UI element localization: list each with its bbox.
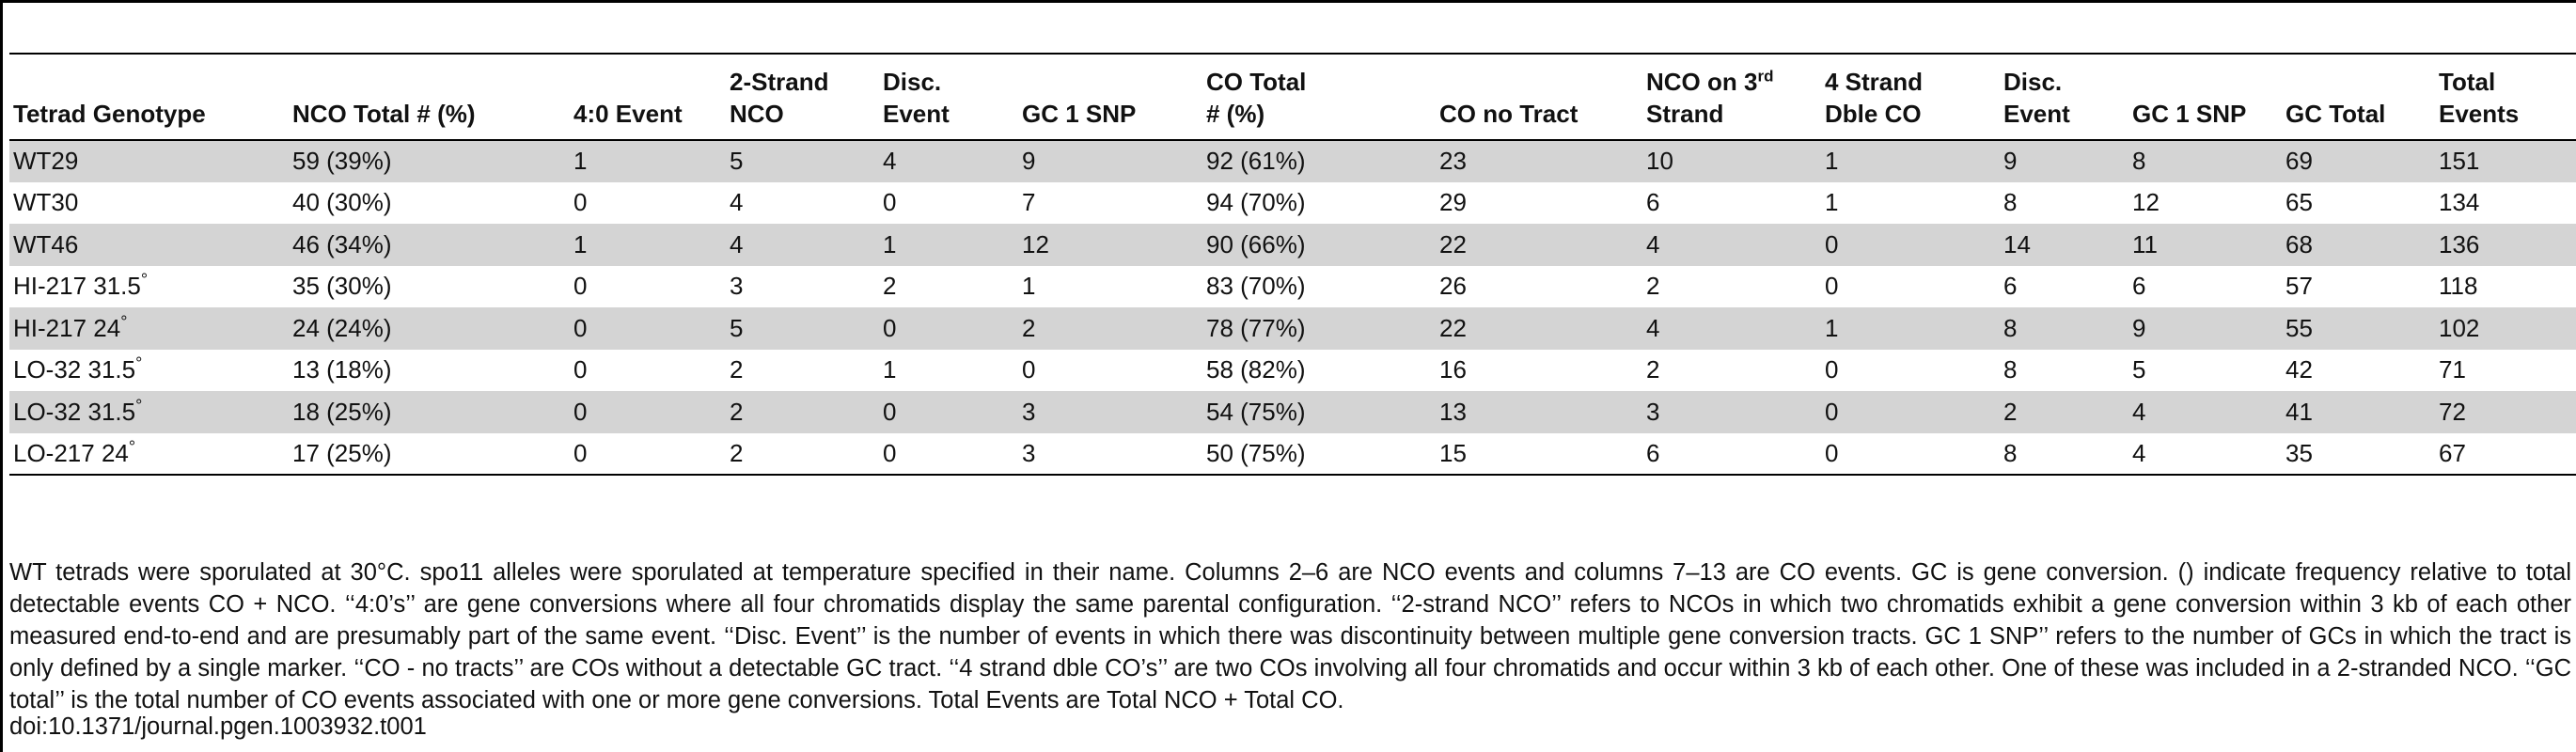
cell-value: 58 (82%): [1206, 355, 1306, 384]
cell-value: 65: [2285, 188, 2313, 217]
cell-value: 22: [1439, 229, 1467, 258]
cell-value: 4: [730, 188, 744, 217]
table-cell: [1018, 350, 1202, 392]
cell-value: 3: [1646, 397, 1660, 426]
cell-value: 11: [2132, 229, 2158, 258]
table-cell: [2282, 182, 2435, 225]
table-cell: [289, 266, 570, 308]
table-cell: [726, 307, 879, 350]
table-cell: [879, 140, 1018, 182]
table-cell: [2128, 266, 2282, 308]
cell-value: 5: [2132, 355, 2146, 384]
genotype-cell: [9, 350, 289, 392]
table-cell: [1821, 391, 2000, 433]
header-row: [9, 56, 2576, 140]
table-cell: [289, 307, 570, 350]
column-header-line: # (%): [1206, 100, 1265, 128]
cell-value: 35: [2285, 438, 2313, 467]
degree-symbol: °: [135, 353, 143, 373]
cell-value: 71: [2439, 355, 2466, 384]
cell-value: 5: [730, 147, 744, 176]
cell-value: 2: [2003, 397, 2018, 426]
table-cell: [1642, 433, 1821, 476]
cell-value: 136: [2439, 229, 2480, 258]
table-cell: [2000, 307, 2128, 350]
table-cell: [1018, 391, 1202, 433]
table-cell: [1642, 140, 1821, 182]
genotype-cell: [9, 391, 289, 433]
cell-value: LO-217 24: [13, 438, 129, 467]
table-cell: [2000, 140, 2128, 182]
table-cell: [1821, 350, 2000, 392]
table-cell: [2435, 433, 2576, 476]
cell-value: 59 (39%): [292, 147, 392, 176]
cell-value: 26: [1439, 272, 1467, 301]
cell-value: 0: [573, 397, 588, 426]
table-cell: [1018, 266, 1202, 308]
column-header-line: 4 Strand: [1825, 68, 1924, 96]
table-cell: [289, 224, 570, 266]
degree-symbol: °: [140, 270, 149, 290]
table-cell: [1821, 307, 2000, 350]
table-cell: [1202, 266, 1436, 308]
table-cell: [2128, 307, 2282, 350]
table-cell: [289, 391, 570, 433]
cell-value: 2: [883, 272, 897, 301]
cell-value: 8: [2003, 355, 2018, 384]
table-cell: [1202, 140, 1436, 182]
cell-value: 7: [1022, 188, 1036, 217]
table-cell: [1202, 224, 1436, 266]
table-cell: [1642, 266, 1821, 308]
table-cell: [726, 140, 879, 182]
table-body: [9, 140, 2576, 475]
cell-value: 78 (77%): [1206, 313, 1306, 342]
table-cell: [2128, 224, 2282, 266]
cell-value: 2: [1646, 355, 1660, 384]
table-cell: [2435, 350, 2576, 392]
cell-value: 2: [730, 438, 744, 467]
table-cell: [879, 182, 1018, 225]
column-header-line: NCO Total # (%): [292, 100, 476, 128]
cell-value: 94 (70%): [1206, 188, 1306, 217]
table-row: [9, 224, 2576, 266]
table-cell: [1436, 350, 1642, 392]
cell-value: 90 (66%): [1206, 229, 1306, 258]
table-cell: [570, 140, 726, 182]
column-header: [879, 56, 1018, 140]
doi-label: doi:10.1371/journal.pgen.1003932.t001: [9, 713, 427, 740]
table-cell: [879, 433, 1018, 476]
table-cell: [879, 391, 1018, 433]
table-cell: [2128, 140, 2282, 182]
cell-value: 0: [573, 313, 588, 342]
column-header: [2435, 56, 2576, 140]
table-cell: [2000, 182, 2128, 225]
table-cell: [2128, 182, 2282, 225]
table-cell: [2435, 224, 2576, 266]
cell-value: 72: [2439, 397, 2466, 426]
cell-value: 35 (30%): [292, 272, 392, 301]
cell-value: 23: [1439, 147, 1467, 176]
cell-value: 8: [2003, 438, 2018, 467]
table-cell: [1642, 224, 1821, 266]
table-cell: [726, 224, 879, 266]
column-header-line: Disc.: [883, 68, 942, 96]
column-header-line: Event: [883, 100, 950, 128]
cell-value: 67: [2439, 438, 2466, 467]
column-header-line: CO no Tract: [1439, 100, 1579, 128]
table-cell: [726, 266, 879, 308]
cell-value: 5: [730, 313, 744, 342]
table-cell: [570, 350, 726, 392]
table-cell: [2000, 224, 2128, 266]
cell-value: 13: [1439, 397, 1467, 426]
table-cell: [570, 307, 726, 350]
table-cell: [879, 350, 1018, 392]
cell-value: 92 (61%): [1206, 147, 1306, 176]
cell-value: 4: [1646, 313, 1660, 342]
column-header-line: Strand: [1646, 100, 1724, 128]
cell-value: 2: [730, 397, 744, 426]
column-header: [289, 56, 570, 140]
cell-value: 3: [1022, 438, 1036, 467]
cell-value: 54 (75%): [1206, 397, 1306, 426]
cell-value: HI-217 31.5: [13, 272, 141, 301]
cell-value: 118: [2439, 272, 2478, 301]
table-cell: [2128, 433, 2282, 476]
cell-value: 83 (70%): [1206, 272, 1306, 301]
table-row: [9, 140, 2576, 182]
table-cell: [1436, 307, 1642, 350]
cell-value: 12: [1022, 229, 1049, 258]
cell-value: HI-217 24: [13, 313, 121, 342]
table-row: [9, 433, 2576, 476]
table-cell: [570, 224, 726, 266]
cell-value: 68: [2285, 229, 2313, 258]
column-header-line: Events: [2439, 100, 2520, 128]
cell-value: 151: [2439, 147, 2480, 176]
table-cell: [1436, 391, 1642, 433]
cell-value: 69: [2285, 147, 2313, 176]
cell-value: 2: [1646, 272, 1660, 301]
cell-value: 24 (24%): [292, 313, 392, 342]
table-cell: [2000, 350, 2128, 392]
table-cell: [2282, 350, 2435, 392]
cell-value: LO-32 31.5: [13, 355, 136, 384]
column-header: [2000, 56, 2128, 140]
cell-value: 29: [1439, 188, 1467, 217]
cell-value: 2: [1022, 313, 1036, 342]
table-cell: [289, 350, 570, 392]
table-cell: [1018, 182, 1202, 225]
cell-value: 102: [2439, 313, 2480, 342]
table-cell: [1018, 433, 1202, 476]
table-cell: [1202, 391, 1436, 433]
cell-value: 4: [1646, 229, 1660, 258]
cell-value: 1: [573, 229, 588, 258]
cell-value: 1: [573, 147, 588, 176]
table-cell: [879, 307, 1018, 350]
table-left-border: [0, 0, 3, 752]
column-header-line: Tetrad Genotype: [13, 100, 206, 128]
cell-value: 57: [2285, 272, 2313, 301]
cell-value: 3: [730, 272, 744, 301]
table-footnote: WT tetrads were sporulated at 30°C. spo11 alleles were sporulated at temperature specified in their name. Columns 2–6 are NCO events and columns 7–13 are CO events. GC is gene conversion. () indicate frequency relative to total detectable events CO + NCO. ‘‘4:0’s’’ are gene conversions where all four chromatids display the same parental configuration. ‘‘2-strand NCO’’ refers to NCOs in which two chromatids exhibit a gene conversion within 3 kb of each other measured end-to-end and are presumably part of the same event. ‘‘Disc. Event’’ is the number of events in which there was discontinuity between multiple gene conversion tracts. GC 1 SNP’’ refers to the number of GCs in which the tract is only defined by a single marker. ‘‘CO - no tracts’’ are COs without a detectable GC tract. ‘‘4 strand dble CO’s’’ are two COs involving all four chromatids and occur within 3 kb of each other. One of these was included in a 2-stranded NCO. ‘‘GC total’’ is the total number of CO events associated with one or more gene conversions. Total Events are Total NCO + Total CO.: [9, 559, 2571, 713]
table-cell: [1018, 307, 1202, 350]
column-header-line: GC Total: [2285, 100, 2386, 128]
table-cell: [1821, 224, 2000, 266]
table-cell: [879, 224, 1018, 266]
table-header: [9, 56, 2576, 140]
table-cell: [2282, 266, 2435, 308]
cell-value: 0: [883, 313, 897, 342]
cell-value: 13 (18%): [292, 355, 392, 384]
cell-value: 0: [1825, 229, 1839, 258]
table-cell: [1436, 140, 1642, 182]
cell-value: 6: [1646, 438, 1660, 467]
table-row: [9, 307, 2576, 350]
genotype-cell: [9, 140, 289, 182]
column-header: [1642, 56, 1821, 140]
table-cell: [1436, 182, 1642, 225]
table-cell: [1202, 182, 1436, 225]
table-cell: [2000, 433, 2128, 476]
cell-value: 0: [573, 188, 588, 217]
column-header-line: GC 1 SNP: [1022, 100, 1137, 128]
cell-value: 9: [2003, 147, 2018, 176]
column-header: [726, 56, 879, 140]
cell-value: 6: [1646, 188, 1660, 217]
column-header: [9, 56, 289, 140]
table-cell: [2435, 307, 2576, 350]
table-cell: [2000, 266, 2128, 308]
table-cell: [2282, 307, 2435, 350]
table-row: [9, 266, 2576, 308]
table-cell: [1202, 433, 1436, 476]
genotype-cell: [9, 182, 289, 225]
cell-value: 12: [2132, 188, 2160, 217]
table-cell: [2282, 224, 2435, 266]
table-cell: [1821, 433, 2000, 476]
cell-value: 0: [1825, 397, 1839, 426]
cell-value: 4: [883, 147, 897, 176]
genotype-cell: [9, 266, 289, 308]
cell-value: 46 (34%): [292, 229, 392, 258]
table-cell: [726, 391, 879, 433]
cell-value: 50 (75%): [1206, 438, 1306, 467]
cell-value: 9: [1022, 147, 1036, 176]
table-cell: [1642, 182, 1821, 225]
table-cell: [2128, 350, 2282, 392]
caption-separator: [9, 53, 2576, 55]
table-cell: [726, 350, 879, 392]
column-header-line: CO Total: [1206, 68, 1307, 96]
cell-value: LO-32 31.5: [13, 397, 136, 426]
table-cell: [570, 266, 726, 308]
cell-value: 6: [2132, 272, 2146, 301]
column-header-line: NCO on 3rd: [1646, 67, 1774, 96]
table-cell: [289, 140, 570, 182]
cell-value: 8: [2003, 188, 2018, 217]
table-cell: [1018, 224, 1202, 266]
cell-value: WT46: [13, 229, 79, 258]
table-cell: [2435, 182, 2576, 225]
table-cell: [2282, 140, 2435, 182]
degree-symbol: °: [120, 312, 128, 332]
column-header: [1018, 56, 1202, 140]
cell-value: 16: [1439, 355, 1467, 384]
column-header-line: Event: [2003, 100, 2070, 128]
table-cell: [1642, 307, 1821, 350]
table-cell: [1642, 391, 1821, 433]
cell-value: 4: [2132, 397, 2146, 426]
table-cell: [2282, 433, 2435, 476]
cell-value: 0: [1825, 438, 1839, 467]
table-cell: [726, 182, 879, 225]
column-header-line: 2-Strand: [730, 68, 829, 96]
column-header: [570, 56, 726, 140]
column-header-line: Total: [2439, 68, 2496, 96]
genotype-cell: [9, 224, 289, 266]
cell-value: 1: [883, 355, 897, 384]
cell-value: 41: [2285, 397, 2313, 426]
cell-value: 0: [883, 188, 897, 217]
table-cell: [879, 266, 1018, 308]
cell-value: 3: [1022, 397, 1036, 426]
cell-value: 55: [2285, 313, 2313, 342]
cell-value: WT30: [13, 188, 79, 217]
cell-value: 18 (25%): [292, 397, 392, 426]
cell-value: 0: [883, 438, 897, 467]
cell-value: 10: [1646, 147, 1673, 176]
cell-value: 4: [730, 229, 744, 258]
table-cell: [2000, 391, 2128, 433]
table-row: [9, 350, 2576, 392]
cell-value: 0: [1825, 272, 1839, 301]
table-cell: [570, 182, 726, 225]
cell-value: 0: [883, 397, 897, 426]
cell-value: 0: [573, 438, 588, 467]
cell-value: 4: [2132, 438, 2146, 467]
cell-value: 15: [1439, 438, 1467, 467]
cell-value: WT29: [13, 147, 79, 176]
column-header-line: NCO: [730, 100, 784, 128]
table-cell: [2435, 266, 2576, 308]
table-cell: [2128, 391, 2282, 433]
degree-symbol: °: [128, 437, 136, 457]
table-cell: [570, 391, 726, 433]
cell-value: 1: [1825, 147, 1839, 176]
table-cell: [289, 182, 570, 225]
column-header-line: 4:0 Event: [573, 100, 683, 128]
table-cell: [289, 433, 570, 476]
table-cell: [1202, 307, 1436, 350]
cell-value: 1: [1022, 272, 1036, 301]
cell-value: 1: [1825, 188, 1839, 217]
cell-value: 1: [1825, 313, 1839, 342]
cell-value: 0: [573, 355, 588, 384]
table-cell: [1642, 350, 1821, 392]
table-cell: [726, 433, 879, 476]
cell-value: 1: [883, 229, 897, 258]
table-top-border: [0, 0, 2576, 3]
table-cell: [1436, 266, 1642, 308]
table-cell: [1436, 433, 1642, 476]
column-header-line: Disc.: [2003, 68, 2063, 96]
cell-value: 14: [2003, 229, 2031, 258]
table-row: [9, 182, 2576, 225]
data-table-container: [9, 56, 2576, 476]
table-cell: [1821, 266, 2000, 308]
cell-value: 17 (25%): [292, 438, 392, 467]
table-cell: [2435, 391, 2576, 433]
table-cell: [1018, 140, 1202, 182]
cell-value: 42: [2285, 355, 2313, 384]
data-table: [9, 56, 2576, 476]
cell-value: 134: [2439, 188, 2480, 217]
genotype-cell: [9, 433, 289, 476]
cell-value: 22: [1439, 313, 1467, 342]
cell-value: 9: [2132, 313, 2146, 342]
cell-value: 2: [730, 355, 744, 384]
degree-symbol: °: [135, 396, 143, 415]
column-header: [1436, 56, 1642, 140]
column-header-line: Dble CO: [1825, 100, 1922, 128]
table-cell: [570, 433, 726, 476]
table-cell: [2282, 391, 2435, 433]
cell-value: 40 (30%): [292, 188, 392, 217]
cell-value: 0: [573, 272, 588, 301]
table-cell: [1436, 224, 1642, 266]
cell-value: 0: [1022, 355, 1036, 384]
column-header: [1202, 56, 1436, 140]
ordinal-superscript: rd: [1757, 67, 1774, 86]
table-cell: [1202, 350, 1436, 392]
cell-value: 8: [2132, 147, 2146, 176]
column-header-line: GC 1 SNP: [2132, 100, 2247, 128]
column-header: [2128, 56, 2282, 140]
cell-value: 0: [1825, 355, 1839, 384]
column-header: [1821, 56, 2000, 140]
genotype-cell: [9, 307, 289, 350]
cell-value: 8: [2003, 313, 2018, 342]
cell-value: 6: [2003, 272, 2018, 301]
table-cell: [2435, 140, 2576, 182]
table-cell: [1821, 182, 2000, 225]
table-cell: [1821, 140, 2000, 182]
column-header: [2282, 56, 2435, 140]
table-row: [9, 391, 2576, 433]
